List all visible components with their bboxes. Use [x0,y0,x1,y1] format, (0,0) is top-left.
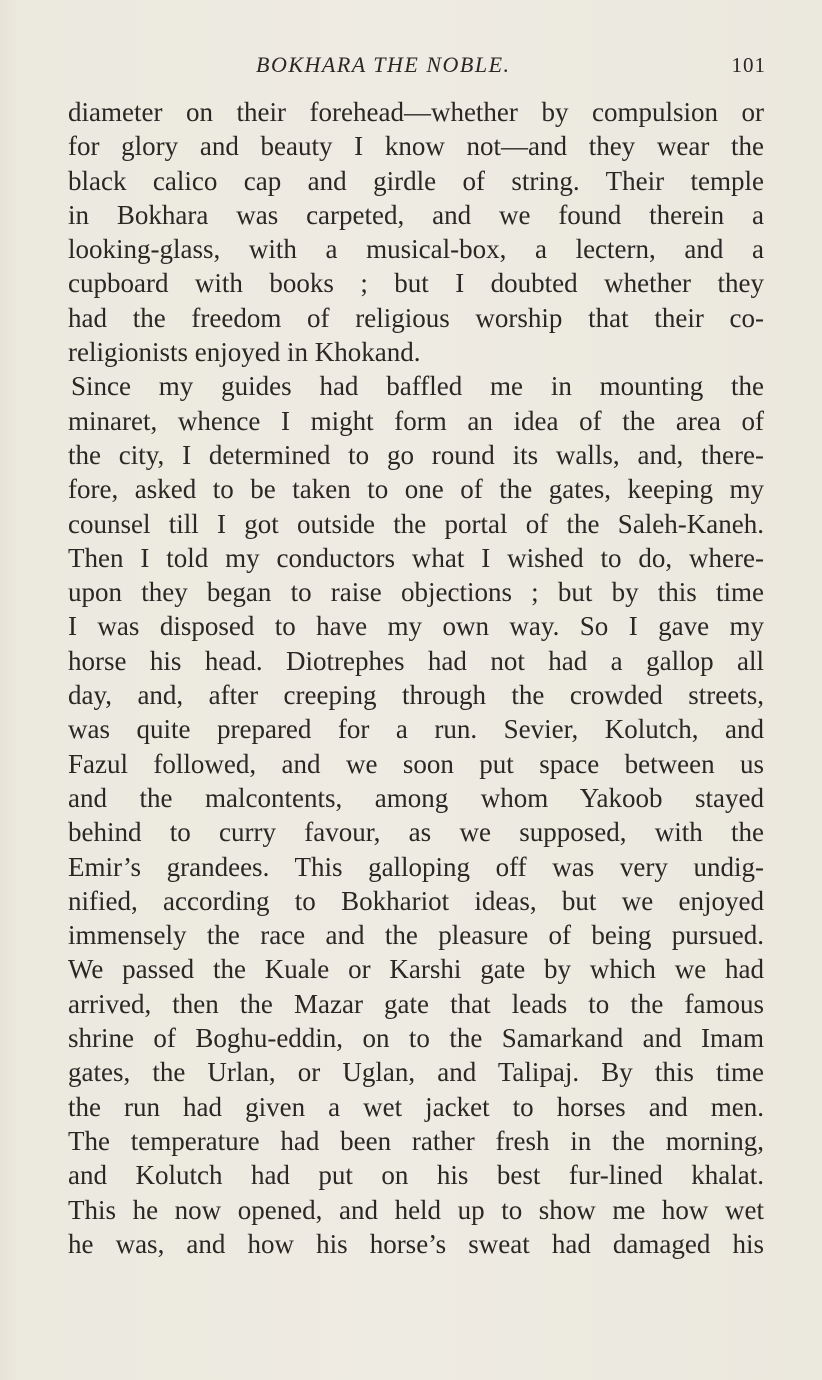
text-line: religionists enjoyed in Khokand. [68,337,421,368]
text-line: Emir’s grandees. This galloping off was very undig- [68,851,764,882]
text-line: looking-glass, with a musical-box, a lectern, and a [68,234,764,265]
text-line: horse his head. Diotrephes had not had a gallop all [68,645,764,676]
text-line: arrived, then the Mazar gate that leads to the famous [68,988,764,1019]
text-line: I was disposed to have my own way. So I gave my [68,611,764,642]
text-line: Fazul followed, and we soon put space between us [68,748,764,779]
text-line: counsel till I got outside the portal of the Saleh-Kaneh. [68,508,764,539]
page-number: 101 [731,53,766,77]
page-header [68,50,768,80]
text-line: cupboard with books ; but I doubted whether they [68,268,764,299]
text-line: and Kolutch had put on his best fur-lined khalat. [68,1160,764,1191]
text-line: the run had given a wet jacket to horses and men. [68,1091,764,1122]
body-text [68,95,764,1261]
text-line: Since my guides had baffled me in mounting the [71,371,764,402]
text-line: black calico cap and girdle of string. Their temple [68,165,764,196]
text-line: the city, I determined to go round its walls, and, there- [68,439,764,470]
text-line: fore, asked to be taken to one of the gates, keeping my [68,474,764,505]
text-line: diameter on their forehead—whether by compulsion or [68,97,764,127]
text-line: immensely the race and the pleasure of being pursued. [68,920,764,951]
text-line: nified, according to Bokhariot ideas, but we enjoyed [68,885,764,916]
text-line: shrine of Boghu-eddin, on to the Samarkand and Imam [68,1023,764,1054]
text-line: We passed the Kuale or Karshi gate by which we had [68,954,764,985]
text-line: he was, and how his horse’s sweat had damaged his [68,1228,764,1259]
text-line: for glory and beauty I know not—and they wear the [68,131,764,162]
text-line: minaret, whence I might form an idea of the area of [68,405,764,436]
text-line: had the freedom of religious worship that their co- [68,302,764,333]
text-line: in Bokhara was carpeted, and we found therein a [68,199,764,230]
text-line: day, and, after creeping through the crowded streets, [68,680,764,711]
text-line: Then I told my conductors what I wished to do, where- [68,542,764,573]
text-line: The temperature had been rather fresh in the morning, [68,1125,764,1156]
text-line: gates, the Urlan, or Uglan, and Talipaj. By this time [68,1057,764,1088]
text-line: This he now opened, and held up to show me how wet [68,1194,764,1225]
text-line: and the malcontents, among whom Yakoob stayed [68,782,764,813]
text-line: upon they began to raise objections ; but by this time [68,577,764,608]
text-line: was quite prepared for a run. Sevier, Kolutch, and [68,714,764,745]
text-line: behind to curry favour, as we supposed, with the [68,817,764,848]
running-title: BOKHARA THE NOBLE. [256,52,511,77]
